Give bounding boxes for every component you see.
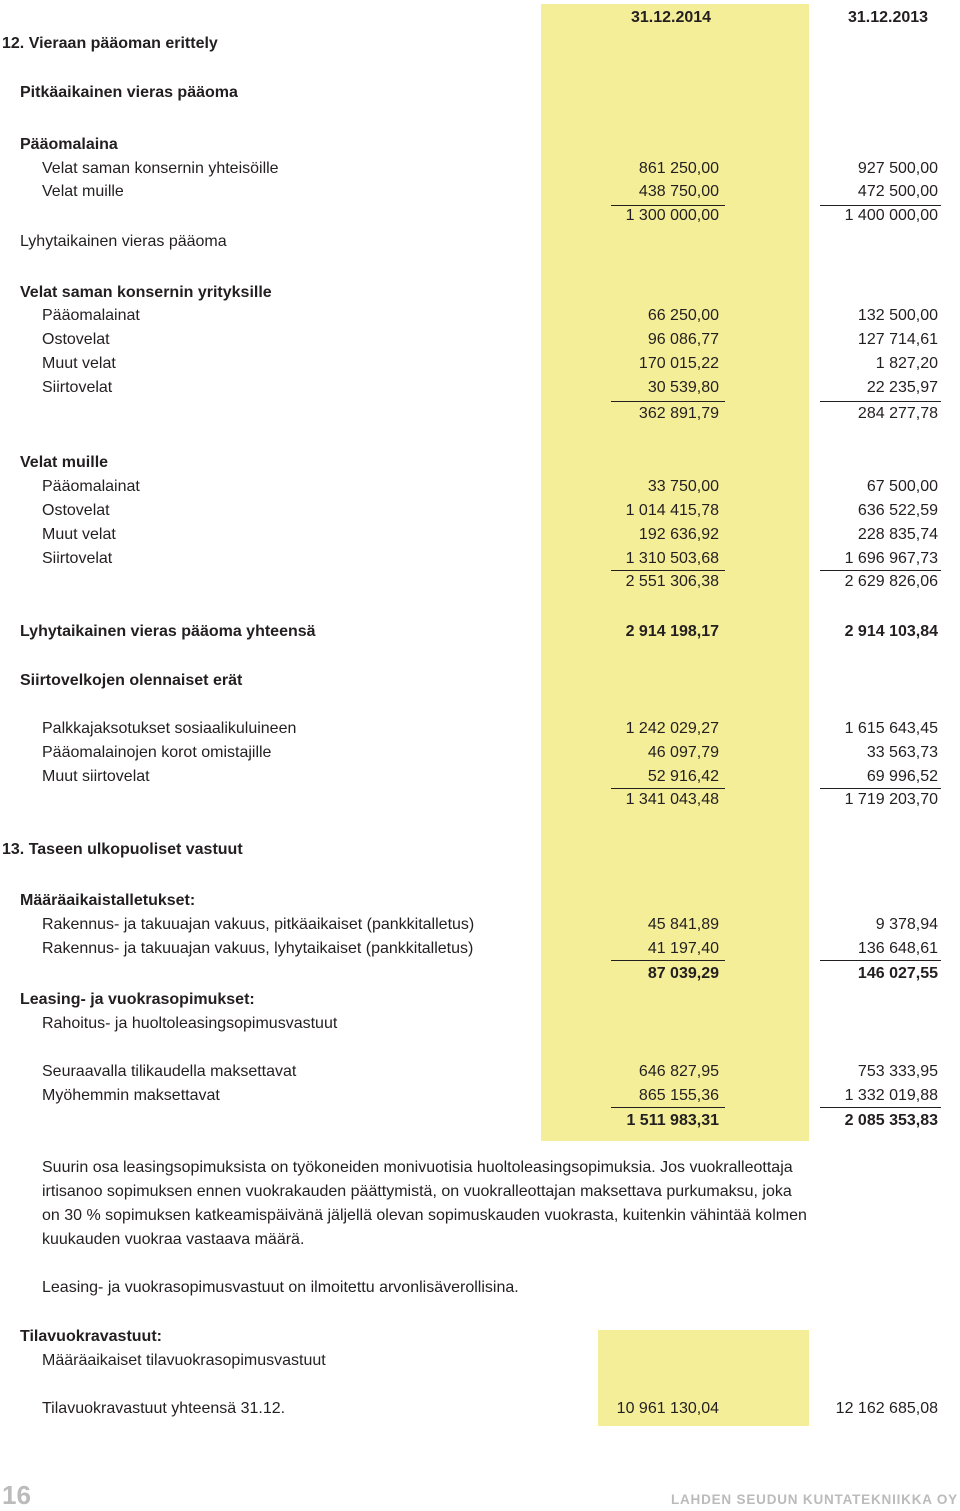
row-label: Velat saman konsernin yhteisöille <box>42 160 279 177</box>
total-2013: 284 277,78 <box>857 405 938 422</box>
group-debts-title: Velat saman konsernin yrityksille <box>20 284 272 301</box>
value-2013: 753 333,95 <box>857 1063 938 1080</box>
row-label: Ostovelat <box>42 502 110 519</box>
sum-line <box>611 1107 725 1108</box>
value-2014: 1 242 029,27 <box>625 720 719 737</box>
value-2013: 1 615 643,45 <box>844 720 938 737</box>
value-2013: 1 827,20 <box>875 355 938 372</box>
row-label: Rakennus- ja takuuajan vakuus, pitkäaikaiset (pankkitalletus) <box>42 916 475 933</box>
row-label: Palkkajaksotukset sosiaalikuluineen <box>42 720 297 737</box>
leasing-title: Leasing- ja vuokrasopimukset: <box>20 991 255 1008</box>
rent-subtitle: Määräaikaiset tilavuokrasopimusvastuut <box>42 1352 326 1369</box>
paragraph-line: kuukauden vuokraa vastaava määrä. <box>42 1231 305 1248</box>
total-2013: 2 085 353,83 <box>844 1112 938 1129</box>
sum-line <box>820 570 941 571</box>
page-number: 16 <box>2 1480 31 1510</box>
rent-total-label: Tilavuokravastuut yhteensä 31.12. <box>42 1400 286 1417</box>
value-2013: 1 696 967,73 <box>844 550 938 567</box>
sum-line <box>611 788 725 789</box>
sum-line <box>611 570 725 571</box>
value-2013: 228 835,74 <box>857 526 938 543</box>
accruals-title: Siirtovelkojen olennaiset erät <box>20 672 243 689</box>
column-header-2013: 31.12.2013 <box>848 9 929 26</box>
row-label: Muut velat <box>42 355 116 372</box>
value-2013: 136 648,61 <box>857 940 938 957</box>
paragraph-line: irtisanoo sopimuksen ennen vuokrakauden päättymistä, on vuokralleottajan maksettava purkumaksu, joka <box>42 1183 792 1200</box>
deposits-title: Määräaikaistalletukset: <box>20 892 196 909</box>
short-term-total-2013: 2 914 103,84 <box>844 623 938 640</box>
total-2013: 146 027,55 <box>857 965 938 982</box>
value-2013: 69 996,52 <box>866 768 938 785</box>
total-2014: 2 551 306,38 <box>625 573 719 590</box>
value-2013: 22 235,97 <box>866 379 938 396</box>
sum-line <box>820 788 941 789</box>
other-debts-title: Velat muille <box>20 454 109 471</box>
row-label: Pääomalainat <box>42 307 140 324</box>
short-term-title: Lyhytaikainen vieras pääoma <box>20 233 227 250</box>
value-2014: 192 636,92 <box>638 526 719 543</box>
leasing-subtitle: Rahoitus- ja huoltoleasingsopimusvastuut <box>42 1015 338 1032</box>
sum-line <box>611 960 725 961</box>
value-2014: 33 750,00 <box>647 478 719 495</box>
total-2013: 2 629 826,06 <box>844 573 938 590</box>
total-2014: 1 300 000,00 <box>625 207 719 224</box>
row-label: Seuraavalla tilikaudella maksettavat <box>42 1063 297 1080</box>
paragraph-line: Suurin osa leasingsopimuksista on työkoneiden monivuotisia huoltoleasingsopimuksia. Jos vuokralleottaja <box>42 1159 793 1176</box>
row-label: Myöhemmin maksettavat <box>42 1087 220 1104</box>
row-label: Siirtovelat <box>42 550 113 567</box>
row-label: Muut velat <box>42 526 116 543</box>
vat-note: Leasing- ja vuokrasopimusvastuut on ilmoitettu arvonlisäverollisina. <box>42 1279 519 1296</box>
value-2014: 861 250,00 <box>638 160 719 177</box>
row-label: Siirtovelat <box>42 379 113 396</box>
rent-total-2013: 12 162 685,08 <box>835 1400 938 1417</box>
value-2013: 33 563,73 <box>866 744 938 761</box>
value-2013: 127 714,61 <box>857 331 938 348</box>
value-2014: 438 750,00 <box>638 183 719 200</box>
value-2014: 66 250,00 <box>647 307 719 324</box>
section-13-title: 13. Taseen ulkopuoliset vastuut <box>2 841 243 858</box>
company-name: LAHDEN SEUDUN KUNTATEKNIIKKA OY <box>670 1492 958 1507</box>
column-header-2014: 31.12.2014 <box>631 9 712 26</box>
value-2014: 41 197,40 <box>647 940 719 957</box>
value-2014: 96 086,77 <box>647 331 719 348</box>
value-2013: 1 332 019,88 <box>844 1087 938 1104</box>
row-label: Rakennus- ja takuuajan vakuus, lyhytaikaiset (pankkitalletus) <box>42 940 474 957</box>
value-2014: 865 155,36 <box>638 1087 719 1104</box>
value-2014: 45 841,89 <box>647 916 719 933</box>
short-term-total-label: Lyhytaikainen vieras pääoma yhteensä <box>20 623 316 640</box>
value-2013: 927 500,00 <box>857 160 938 177</box>
capital-loan-title: Pääomalaina <box>20 136 118 153</box>
value-2014: 46 097,79 <box>647 744 719 761</box>
total-2013: 1 719 203,70 <box>844 791 938 808</box>
value-2013: 472 500,00 <box>857 183 938 200</box>
paragraph-line: on 30 % sopimuksen katkeamispäivänä jäljellä olevan sopimuskauden vuokrasta, kuitenkin vähintää kolmen <box>42 1207 807 1224</box>
row-label: Muut siirtovelat <box>42 768 150 785</box>
value-2013: 9 378,94 <box>875 916 938 933</box>
value-2014: 646 827,95 <box>638 1063 719 1080</box>
sum-line <box>820 1107 941 1108</box>
total-2014: 1 341 043,48 <box>625 791 719 808</box>
value-2014: 30 539,80 <box>647 379 719 396</box>
value-2014: 1 014 415,78 <box>625 502 719 519</box>
sum-line <box>820 401 941 402</box>
long-term-title: Pitkäaikainen vieras pääoma <box>20 84 238 101</box>
short-term-total-2014: 2 914 198,17 <box>625 623 719 640</box>
value-2014: 170 015,22 <box>638 355 719 372</box>
row-label: Velat muille <box>42 183 124 200</box>
value-2014: 52 916,42 <box>647 768 719 785</box>
section-12-title: 12. Vieraan pääoman erittely <box>2 35 218 52</box>
value-2013: 132 500,00 <box>857 307 938 324</box>
rent-total-2014: 10 961 130,04 <box>616 1400 719 1417</box>
rent-title: Tilavuokravastuut: <box>20 1328 162 1345</box>
value-2013: 636 522,59 <box>857 502 938 519</box>
row-label: Pääomalainat <box>42 478 140 495</box>
row-label: Pääomalainojen korot omistajille <box>42 744 272 761</box>
total-2014: 1 511 983,31 <box>626 1112 719 1129</box>
total-2014: 87 039,29 <box>647 965 719 982</box>
leasing-explanation <box>42 1156 922 1252</box>
total-2014: 362 891,79 <box>638 405 719 422</box>
value-2013: 67 500,00 <box>866 478 938 495</box>
sum-line <box>820 960 941 961</box>
sum-line <box>611 401 725 402</box>
value-2014: 1 310 503,68 <box>625 550 719 567</box>
row-label: Ostovelat <box>42 331 110 348</box>
total-2013: 1 400 000,00 <box>844 207 938 224</box>
